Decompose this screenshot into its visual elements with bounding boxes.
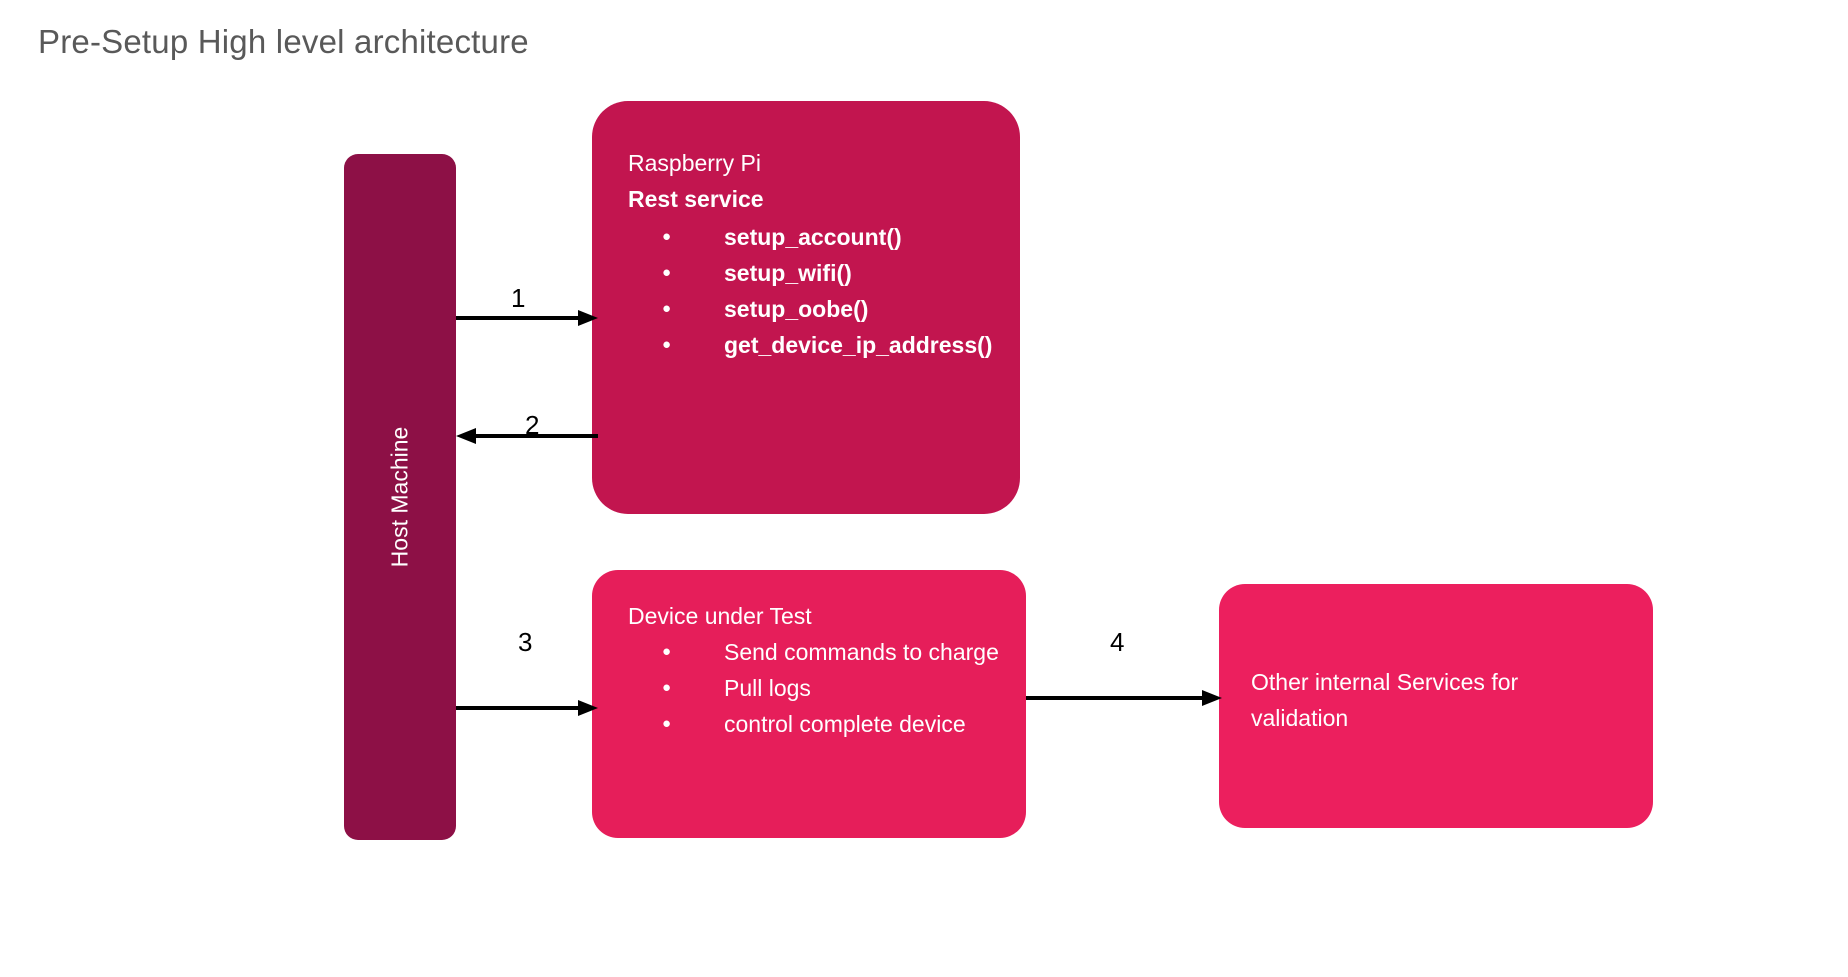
other-services-node [1219, 584, 1653, 828]
host-machine-node [344, 154, 456, 840]
list-item: ● setup_wifi() [662, 255, 992, 291]
list-item: ● setup_account() [662, 219, 992, 255]
page-title: Pre-Setup High level architecture [38, 23, 529, 60]
device-under-test-title: Device under Test [628, 603, 812, 629]
raspberry-pi-title: Raspberry Pi [628, 150, 761, 176]
host-machine-label: Host Machine [386, 426, 413, 568]
device-under-test-node [592, 570, 1026, 838]
raspberry-pi-subtitle: Rest service [628, 186, 764, 212]
arrow-label-3: 3 [518, 627, 533, 657]
raspberry-pi-node [592, 101, 1020, 514]
raspberry-pi-endpoint-list [628, 219, 994, 363]
arrow-host-to-raspberry-pi [456, 310, 598, 326]
list-item: ● setup_oobe() [662, 291, 992, 327]
arrow-label-2: 2 [525, 410, 540, 440]
arrow-label-1: 1 [511, 283, 526, 313]
list-item: ● control complete device [662, 706, 1006, 742]
other-services-label: Other internal Services for validation [1251, 669, 1519, 731]
list-item: ● Pull logs [662, 670, 1006, 706]
arrow-device-under-test-to-services [1026, 690, 1222, 706]
list-item: ● get_device_ip_address() [662, 327, 992, 363]
list-item: ● Send commands to charge [662, 634, 1006, 670]
arrow-label-4: 4 [1110, 627, 1125, 657]
arrow-host-to-device-under-test [456, 700, 598, 716]
device-under-test-capability-list [628, 634, 1006, 742]
